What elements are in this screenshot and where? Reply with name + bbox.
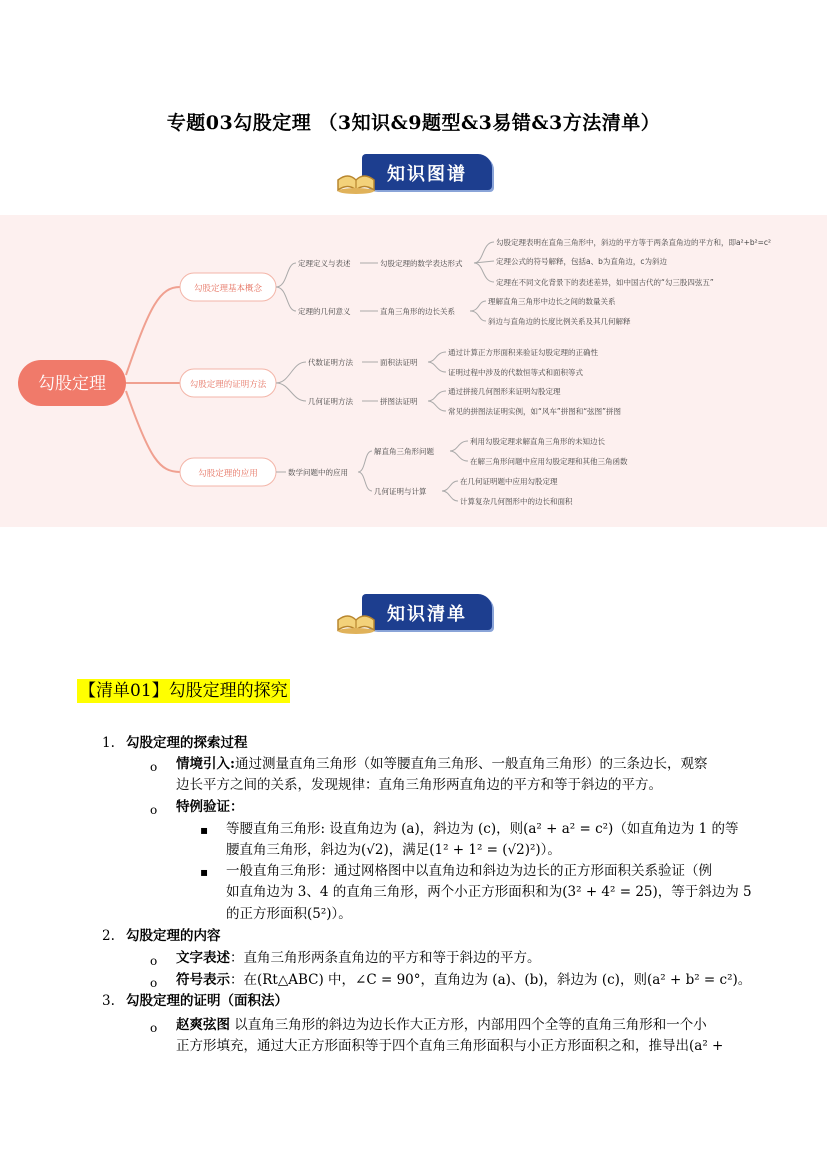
sub-label: 定理的几何意义 [298,307,351,316]
section-tag: 【清单01】勾股定理的探究 [79,681,288,701]
mid-label: 拼图法证明 [380,397,418,406]
bullet-circle: o [150,976,158,990]
banner-label: 知识图谱 [387,164,467,185]
item-text: 边长平方之间的关系，发现规律：直角三角形两直角边的平方和等于斜边的平方。 [176,777,662,793]
bullet-circle: o [150,954,158,968]
item-text: 正方形填充，通过大正方形面积等于四个直角三角形面积与小正方形面积之和，推导出(a² + [176,1038,724,1054]
branch-label-3: 勾股定理的应用 [198,469,258,479]
book-icon [334,158,378,194]
item-text: 腰直角三角形，斜边为(√2)，满足(1² + 1² = (√2)²)）。 [226,842,561,858]
leaf-label: 勾股定理表明在直角三角形中，斜边的平方等于两条直角边的平方和，即a²+b²=c² [496,238,772,247]
sub-label: 数学问题中的应用 [288,468,348,477]
item-label: 特例验证： [176,799,244,815]
bullet-circle: o [150,760,158,774]
knowledge-map-banner [334,154,492,194]
item-text: 以直角三角形的斜边为边长作大正方形，内部用四个全等的直角三角形和一个小 [230,1017,707,1033]
sub-label: 代数证明方法 [308,358,353,367]
item-text: 一般直角三角形：通过网格图中以直角边和斜边为边长的正方形面积关系验证（例 [226,863,712,879]
item-title: 勾股定理的证明（面积法） [126,993,288,1009]
leaf-label: 证明过程中涉及的代数恒等式和面积等式 [448,368,583,377]
mind-map-diagram [0,215,827,527]
item-number: 3. [102,993,115,1009]
leaf-label: 定理公式的符号解释，包括a、b为直角边，c为斜边 [496,257,667,266]
leaf-label: 理解直角三角形中边长之间的数量关系 [488,297,616,306]
item-text: 如直角边为 3、4 的直角三角形，两个小正方形面积和为(3² + 4² = 25)，等于斜边为 5 [226,884,752,900]
branch-label-2: 勾股定理的证明方法 [189,380,267,390]
mid-label: 面积法证明 [380,358,418,367]
item-number: 1. [102,735,115,751]
item-label: 符号表示 [176,972,230,988]
item-label: 文字表述 [176,950,230,966]
knowledge-list-banner [334,594,492,634]
mid-label: 直角三角形的边长关系 [380,307,455,316]
item-label: 情境引入: [176,756,235,772]
item-text: 等腰直角三角形: 设直角边为 (a)，斜边为 (c)，则(a² + a² = c²)（如直角边为 1 的等 [226,821,739,837]
leaf-label: 利用勾股定理求解直角三角形的未知边长 [470,437,605,446]
item-number: 2. [102,928,115,944]
item-text: 通过测量直角三角形（如等腰直角三角形、一般直角三角形）的三条边长，观察 [234,756,708,772]
leaf-label: 通过拼接几何图形来证明勾股定理 [448,387,561,396]
bullet-circle: o [150,1021,158,1035]
sub-label: 定理定义与表述 [298,259,351,268]
banner-label: 知识清单 [387,604,467,625]
sub-label: 几何证明方法 [308,397,353,406]
leaf-label: 常见的拼图法证明实例，如“风车”拼图和“弦图”拼图 [448,407,622,416]
item-label: 赵爽弦图 [176,1017,230,1033]
item-text: ：直角三角形两条直角边的平方和等于斜边的平方。 [230,950,541,966]
item-text: ：在(Rt△ABC) 中，∠C = 90°，直角边为 (a)、(b)，斜边为 (c)，则(a² + b² = c²)。 [230,972,752,988]
item-title: 勾股定理的探索过程 [126,735,248,751]
page-title: 专题03勾股定理 （3知识&9题型&3易错&3方法清单） [166,112,661,134]
bullet-square: ▪ [200,823,209,837]
mind-map [0,215,827,527]
item-text: 的正方形面积(5²)）。 [226,906,352,922]
branch-label-1: 勾股定理基本概念 [193,284,263,294]
mid-label: 勾股定理的数学表达形式 [380,259,463,268]
subsub-label: 解直角三角形问题 [374,447,434,456]
root-label: 勾股定理 [38,374,106,394]
bullet-circle: o [150,803,158,817]
leaf-label: 在几何证明题中应用勾股定理 [460,477,558,486]
item-title: 勾股定理的内容 [126,928,221,944]
book-icon [334,598,378,634]
bullet-square: ▪ [200,865,209,879]
leaf-label: 定理在不同文化背景下的表述差异，如中国古代的“勾三股四弦五” [496,278,714,287]
subsub-label: 几何证明与计算 [374,487,427,496]
leaf-label: 在解三角形问题中应用勾股定理和其他三角函数 [470,457,628,466]
leaf-label: 斜边与直角边的长度比例关系及其几何解释 [488,317,631,326]
leaf-label: 计算复杂几何图形中的边长和面积 [460,497,573,506]
leaf-label: 通过计算正方形面积来验证勾股定理的正确性 [448,348,598,357]
